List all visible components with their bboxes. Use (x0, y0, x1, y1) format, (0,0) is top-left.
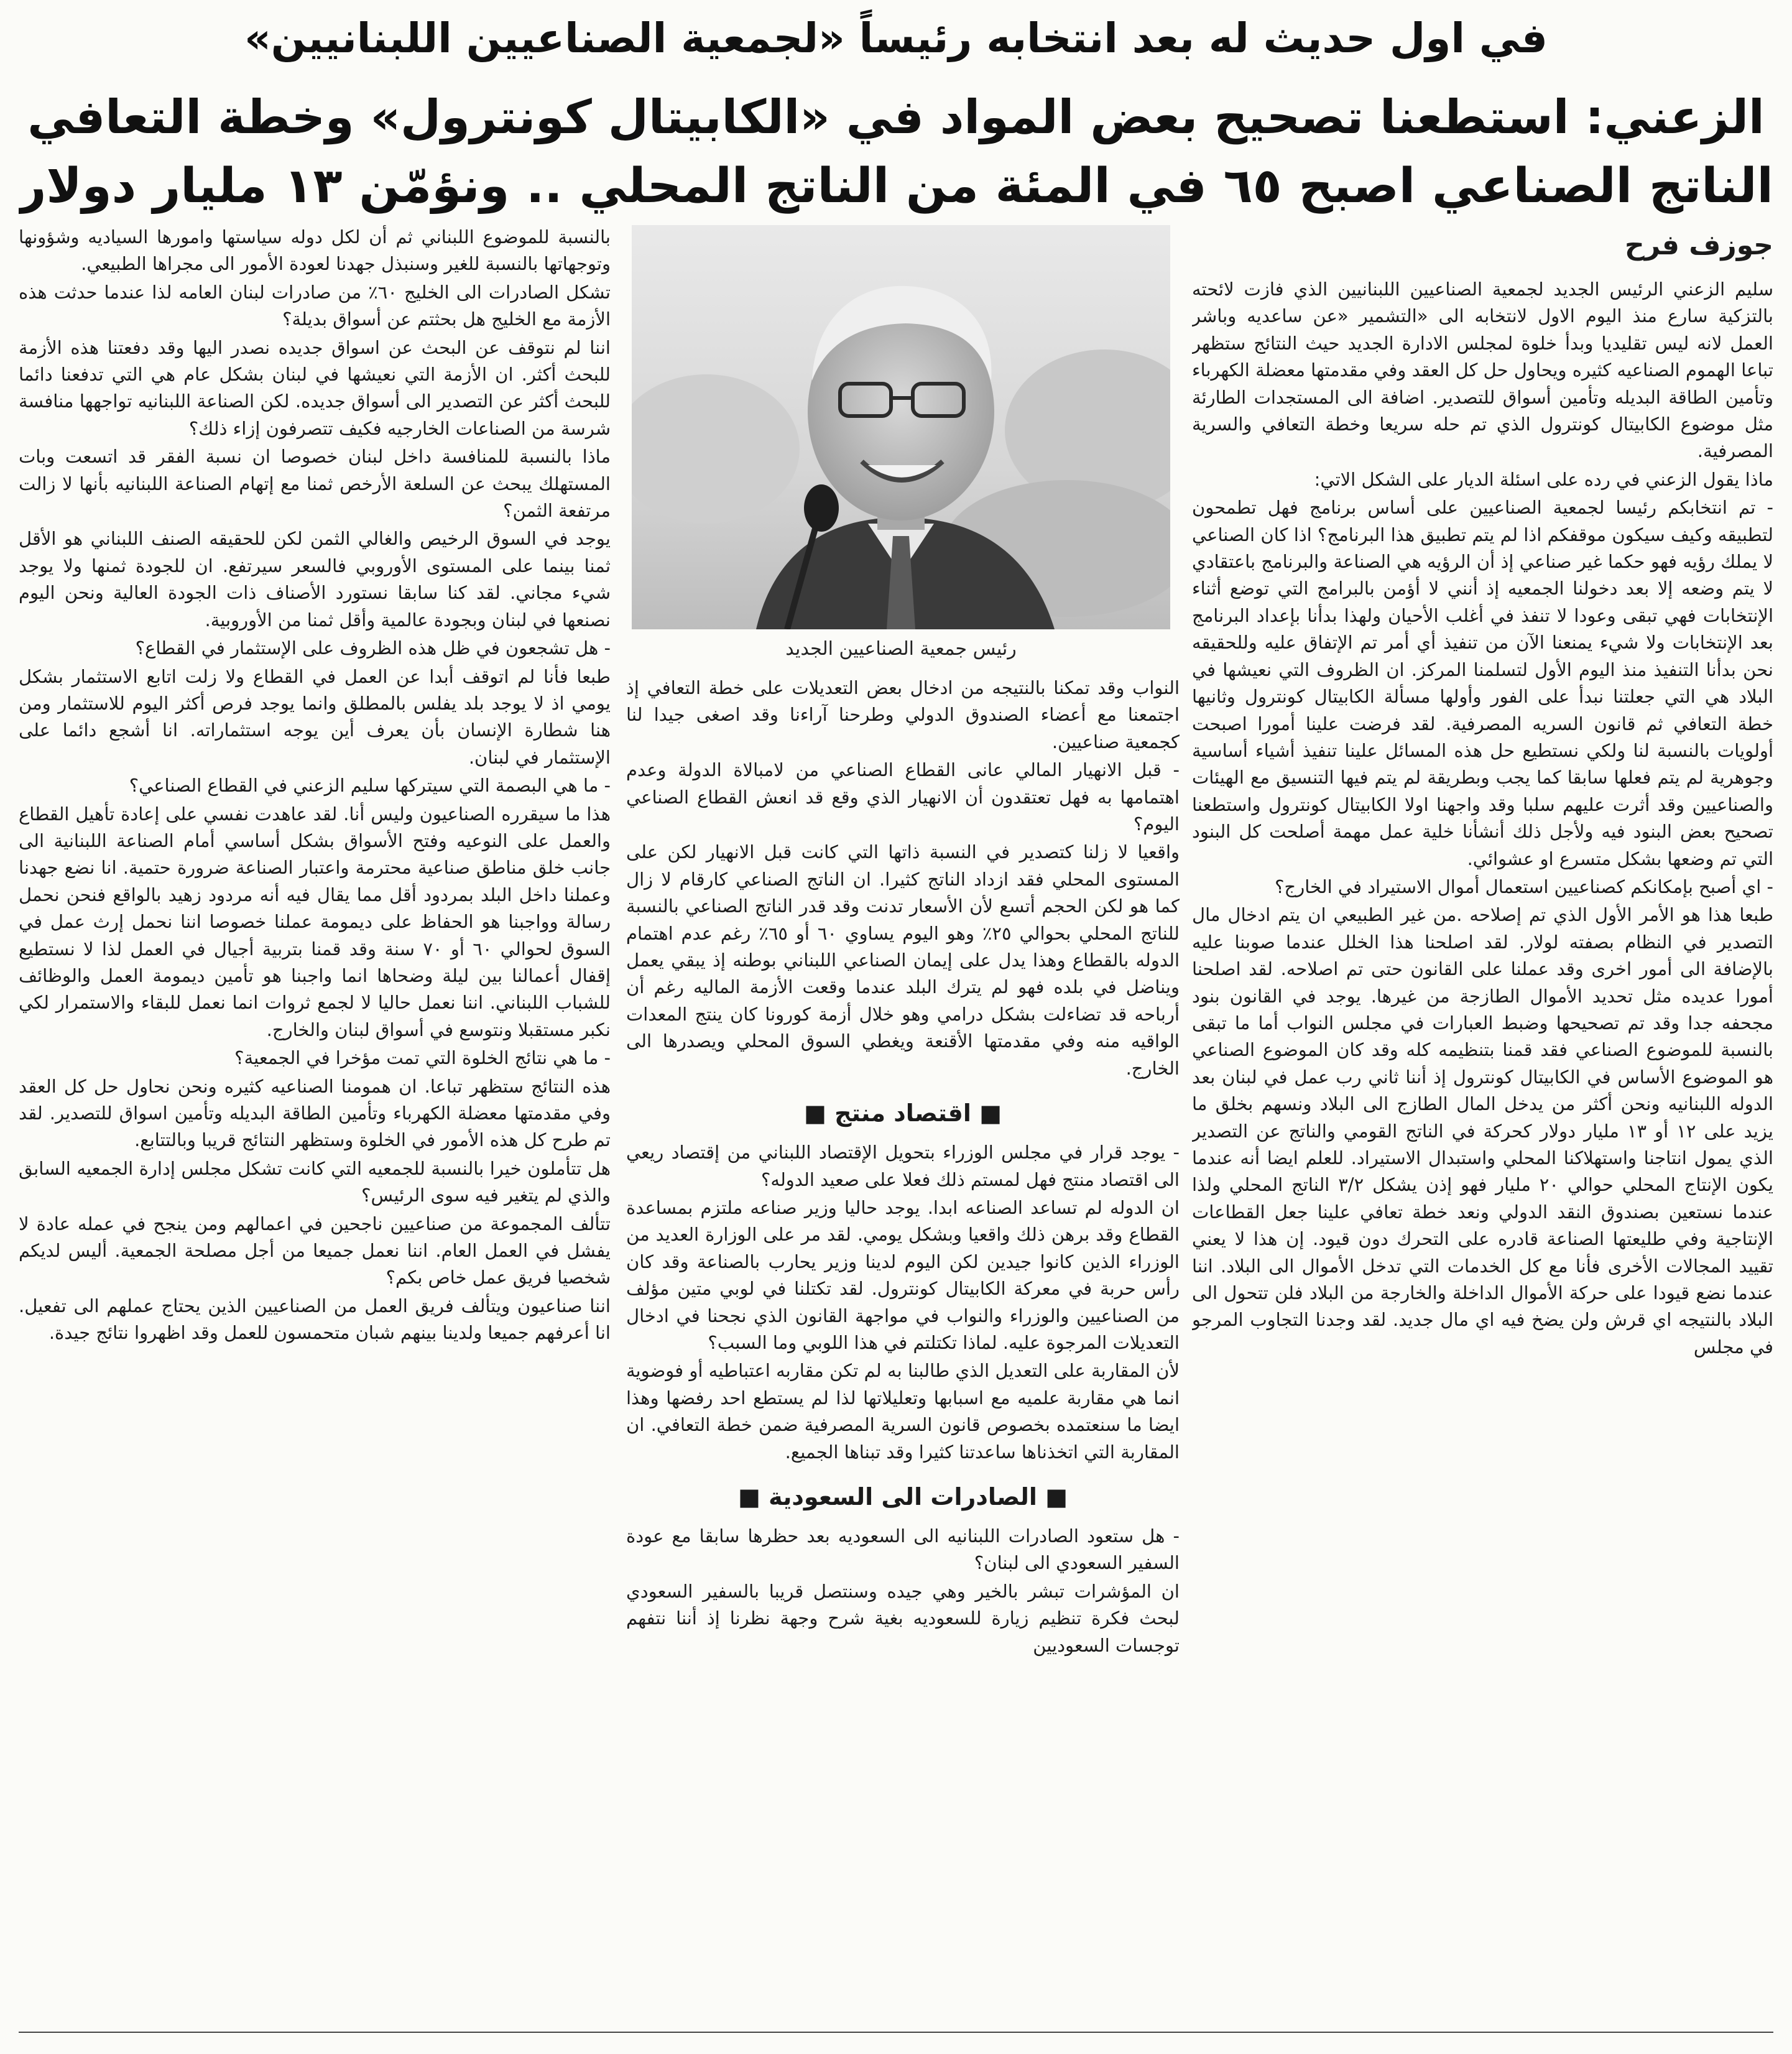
paragraph: تتألف المجموعة من صناعيين ناجحين في اعمالهم ومن ينجح في عمله عادة لا يفشل في العمل العام. اننا نعمل جميعا من أجل مصلحة الجمعية. أليس لديكم شخصيا فريق عمل خاص بكم؟ (19, 1213, 611, 1288)
paragraph: - يوجد قرار في مجلس الوزراء بتحويل الإقتصاد اللبناني من إقتصاد ريعي الى اقتصاد منتج فهل لمستم ذلك فعلا على صعيد الدوله؟ (626, 1142, 1180, 1190)
headline-main: الزعني: استطعنا تصحيح بعض المواد في «الكابيتال كونترول» وخطة التعافي (27, 90, 1765, 144)
paragraph: طبعا فأنا لم اتوقف أبدا عن العمل في القطاع ولا زلت اتابع الاستثمار بشكل يومي اذ لا يوجد بلد يفلس بالمطلق وانما يوجد فرص أكثر اليوم للاستثمار ومن هنا شطارة الإنسان بأن يعرف أين يوجه استثماراته. انا أشجع دائما على الإستثمار في لبنان. (19, 665, 611, 768)
paragraph: - ما هي نتائج الخلوة التي تمت مؤخرا في الجمعية؟ (234, 1047, 611, 1069)
paragraph: اننا لم نتوقف عن البحث عن اسواق جديده نصدر اليها وقد دفعتنا هذه الأزمة للبحث أكثر. ان الأزمة التي نعيشها في لبنان بشكل عام هي التي تدفعنا دائما للبحث أكثر عن التصدير الى أسواق جديده. لكن الصناعة اللبنانيه تواجهها منافسة شرسة من الصناعات الخارجيه فكيف تتصرفون إزاء ذلك؟ (19, 336, 611, 439)
section-subheading: ■ اقتصاد منتج ■ (803, 1099, 1002, 1127)
paragraph: هل تتأملون خيرا بالنسبة للجمعيه التي كانت تشكل مجلس إدارة الجمعيه السابق والذي لم يتغير فيه سوى الرئيس؟ (19, 1157, 611, 1206)
paragraph: هذا ما سيقرره الصناعيون وليس أنا. لقد عاهدت نفسي على إعادة تأهيل القطاع والعمل على النوعيه وفتح الأسواق بشكل أساسي أمام الصناعة اللبنانية الى جانب خلق مناطق صناعية محترمة واعتبار الصناعة ضرورة حتمية. انا نضع جهدنا وعملنا داخل البلد بمردود أقل مما يقال فيه أنه مردود زهيد بالواقع فنحن نحمل رسالة وواجبنا هو الحفاظ على ديمومة عملنا خصوصا اننا نحمل إرث عمل في السوق لحوالي ٦٠ أو ٧٠ سنة وقد قمنا بتربية أجيال في العمل لذا لا نستطيع إقفال أعمالنا بين ليلة وضحاها انما واجبنا هو تأمين ديمومة العمل والوظائف للشباب اللبناني. اننا نعمل حاليا لا لجمع ثروات انما نعمل للبقاء والاستمرار لكي نكبر مستقبلا ونتوسع في أسواق لبنان والخارج. (19, 803, 611, 1040)
headline-kicker: في اول حديث له بعد انتخابه رئيساً «لجمعية الصناعيين اللبنانيين» (244, 14, 1548, 62)
paragraph: طبعا هذا هو الأمر الأول الذي تم إصلاحه .من غير الطبيعي ان يتم ادخال مال التصدير في النظام بصفته لولار. لقد اصلحنا هذا الخلل عندما صوبنا عليه بالإضافة الى أمور اخرى وقد عملنا على القانون حتى تم اصلاحه. لقد اصلحنا أمورا عديده مثل تحديد الأموال الطازجة من غيرها. يوجد في القانون بنود مجحفه جدا وقد تم تصحيحها وضبط العبارات في مجلس النواب أما ما تبقى بالنسبة للموضوع الصناعي فقد قمنا بتنظيمه كله وقد كان الموضوع الصناعي هو الموضوع الأساس في الكابيتال كونترول إذ أننا ثاني رب عمل في لبنان بعد الدوله اللبنانيه ونحن أكثر من يدخل المال الطازج الى البلاد ونسهم بخلق ما يزيد على ١٢ أو ١٣ مليار دولار كحركة في الناتج القومي والناتج عن التصدير الذي يمول انتاجنا واستهلاكنا المحلي واستبدال الاستيراد. للعلم ايضا أنه عندما يكون الإنتاج المحلي حوالي ٢٠ مليار فهو إذن يشكل ٣/٢ الناتج المحلي ولذا عندما نستعين بصندوق النقد الدولي ونعد خطة تعافي علينا جعل القطاعات الإنتاجية وفي طليعتها الصناعة قادره على التحرك دون قيود. إن هذا لا يعني تقييد المجالات الأخرى فأنا مع كل الخدمات التي تدخل الأموال الى البلاد. اننا عندما نضع قيودا على حركة الأموال الداخلة والخارجة من البلاد فلن تتحول الى البلاد بالنتيجه اي قرش ولن يضخ فيه اي مال جديد. لقد وجدنا التجاوب المرجو في مجلس (1192, 904, 1773, 1358)
paragraph: النواب وقد تمكنا بالنتيجه من ادخال بعض التعديلات على خطة التعافي إذ اجتمعنا مع أعضاء الصندوق الدولي وطرحنا آراءنا وقد اصغى جيدا لنا كجمعية صناعيين. (626, 677, 1180, 752)
article-column-right (1192, 224, 1773, 2021)
paragraph: سليم الزعني الرئيس الجديد لجمعية الصناعيين اللبنانيين الذي فازت لائحته بالتزكية سارع منذ اليوم الاول لانتخابه الى «التشمير «عن ساعديه وباشر العمل لانه ليس تقليديا وبدأ خلوة لمجلس الادارة الجديد حيث النتائج ستظهر تباعا الهموم الصناعيه كثيره ويحاول حل كل العقد وفي مقدمتها معضلة الكهرباء وتأمين الطاقة البديله وتأمين أسواق للتصدير. اضافة الى المستجدات الطارئة مثل موضوع الكابيتال كونترول الذي تم حله سريعا وخطة التعافي والسرية المصرفية. (1192, 279, 1773, 462)
paragraph: - هل ستعود الصادرات اللبنانيه الى السعوديه بعد حظرها سابقا مع عودة السفير السعودي الى لبنان؟ (626, 1525, 1180, 1574)
article-column-middle (626, 675, 1180, 2018)
paragraph: هذه النتائج ستظهر تباعا. ان همومنا الصناعيه كثيره ونحن نحاول حل كل العقد وفي مقدمتها معضلة الكهرباء وتأمين الطاقة البديله وتأمين اسواق للتصدير. لقد تم طرح كل هذه الأمور في الخلوة وستظهر النتائج قريبا وبالتتابع. (19, 1075, 611, 1151)
paragraph: - تم انتخابكم رئيسا لجمعية الصناعيين على أساس برنامج فهل تطمحون لتطبيقه وكيف سيكون موقفكم اذا لم يتم تطبيق هذا البرنامج؟ اذا كان الصناعي لا يملك رؤيه فهو حكما غير صناعي إذ أن الرؤيه هي الصناعة والبرنامج باعتقادي لا يتم وضعه إلا بعد دخولنا الجمعيه إذ أنني لا أؤمن بالبرامج التي توضع أثناء الإنتخابات فهي تبقى وعودا لا تنفذ في أغلب الأحيان ولهذا بدأنا بإعداد البرنامج بعد الإنتخابات ولا شيء يمنعنا الآن من تنفيذ أي أمر تم الإتفاق عليه وللحقيقه نحن بدأنا التنفيذ منذ اليوم الأول لتسلمنا المركز. ان الظروف التي نعيشها في البلاد هي التي جعلتنا نبدأ على الفور وأولها مسألة الكابيتال كونترول وثانيها خطة التعافي ثم قانون السريه المصرفية. لقد فرضت علينا أمورا اصبحت أولويات بالنسبة لنا ولكي نستطيع حل هذه المسائل علينا تنفيذ أشياء أساسية وجوهرية لم يتم فعلها سابقا كما يجب وبطريقة لم يتم فيها التنسيق مع الهيئات والصناعيين وقد أثرت عليهم سلبا وقد واجهنا اولا الكابيتال كونترول واستطعنا تصحيح بعض البنود فيه ولأجل ذلك أنشأنا خلية عمل مهمة أصلحت كل البنود التي تم وضعها بشكل متسرع او عشوائي. (1192, 497, 1773, 869)
paragraph: ان الدوله لم تساعد الصناعه ابدا. يوجد حاليا وزير صناعه ملتزم بمساعدة القطاع وقد برهن ذلك واقعيا وبشكل يومي. لقد مر على الوزارة العديد من الوزراء الذين كانوا جيدين لكن اليوم لدينا وزير يحارب بالصناعة وقد كان رأس حربة في معركة الكابيتال كونترول. لقد تكتلنا في لوبي متين مؤلف من الصناعيين والوزراء والنواب في مواجهة القانون الذي نجحنا في ادخال التعديلات المرجوة عليه. لماذا تكتلتم في هذا اللوبي وما السبب؟ (626, 1196, 1180, 1353)
paragraph: بالنسبة للموضوع اللبناني ثم أن لكل دوله سياستها وامورها السياديه وشؤونها وتوجهاتها بالنسبة للغير وسنبذل جهدنا لعودة الأمور الى مجراها الطبيعي. (19, 226, 611, 275)
headline-secondary: الناتج الصناعي اصبح ٦٥ في المئة من الناتج المحلي .. ونؤمّن ١٣ مليار دولار (19, 159, 1773, 214)
paragraph: اننا صناعيون ويتألف فريق العمل من الصناعيين الذين يحتاج عملهم الى تفعيل. انا أعرفهم جميعا ولدينا بينهم شبان متحمسون للعمل وقد اظهروا نتائج جيدة. (19, 1295, 611, 1344)
paragraph: واقعيا لا زلنا كتصدير في النسبة ذاتها التي كانت قبل الانهيار لكن على المستوى المحلي فقد ازداد الناتج كثيرا. ان الناتج الصناعي كارقام لا زال كما هو لكن الحجم أتسع لأن الأسعار تدنت وقد قدر الناتج الصناعي بالنسبة للناتج المحلي بحوالي ٢٥٪ وهو اليوم يساوي ٦٠ أو ٦٥٪ رغم عدم اهتمام الدوله بالقطاع وهذا يدل على إيمان الصناعي اللبناني بوطنه إذ يبقي يعمل ويناضل في بلده فهو لم يترك البلد عندما وقعت الأزمة الماليه رغم أن أرباحه قد تضاءلت بشكل درامي وهو خلال أزمة كورونا كان ينتج المعدات الواقيه منه وفي مقدمتها الأقنعة ويغطي السوق المحلي ويصدرها الى الخارج. (626, 841, 1180, 1079)
paragraph: يوجد في السوق الرخيص والغالي الثمن لكن للحقيقه الصنف اللبناني هو الأقل ثمنا بينما على المستوى الأوروبي فالسعر سيرتفع. ان للجودة ثمنها ولا يوجد شيء مجاني. لقد كنا سابقا نستورد الأصناف ذات الجودة العالية ونحن اليوم نصنعها في لبنان وبجودة عالمية وأقل ثمنا من الأوروبية. (19, 528, 611, 631)
paragraph: تشكل الصادرات الى الخليج ٦٠٪ من صادرات لبنان العامه لذا عندما حدثت هذه الأزمة مع الخليج هل بحثتم عن أسواق بديلة؟ (19, 281, 611, 330)
bottom-rule (19, 2032, 1773, 2033)
photo-caption: رئيس جمعية الصناعيين الجديد (785, 638, 1017, 660)
paragraph: ماذا بالنسبة للمنافسة داخل لبنان خصوصا ان نسبة الفقر قد اتسعت وبات المستهلك يبحث عن السلعة الأرخص ثمنا مع إتهام الصناعة اللبنانيه بأنها لا زالت مرتفعة الثمن؟ (19, 446, 611, 522)
byline: جوزف فرح (1625, 229, 1773, 261)
paragraph: - اي أصبح بإمكانكم كصناعيين استعمال أموال الاستيراد في الخارج؟ (1275, 876, 1773, 897)
paragraph: - هل تشجعون في ظل هذه الظروف على الإستثمار في القطاع؟ (135, 637, 611, 659)
paragraph: - ما هي البصمة التي سيتركها سليم الزعني في القطاع الصناعي؟ (129, 775, 611, 797)
section-subheading: ■ الصادرات الى السعودية ■ (737, 1483, 1068, 1510)
paragraph: لأن المقاربة على التعديل الذي طالبنا به لم تكن مقاربه اعتباطيه أو فوضوية انما هي مقاربة علميه مع اسبابها وتعليلاتها لذا لم يستطع احد رفضها وهذا ايضا ما سنعتمده بخصوص قانون السرية المصرفية ضمن خطة التعافي. ان المقاربة التي اتخذناها ساعدتنا كثيرا وقد تبناها الجميع. (626, 1360, 1180, 1463)
article-column-left (19, 224, 611, 2021)
paragraph: ماذا يقول الزعني في رده على اسئلة الديار على الشكل الاتي: (1314, 468, 1773, 490)
portrait-illustration (632, 225, 1170, 629)
paragraph: - قبل الانهيار المالي عانى القطاع الصناعي من لامبالاة الدولة وعدم اهتمامها به فهل تعتقدون أن الانهيار الذي وقع قد انعش القطاع الصناعي اليوم؟ (626, 759, 1180, 835)
portrait-photo (632, 225, 1170, 629)
paragraph: ان المؤشرات تبشر بالخير وهي جيده وسنتصل قريبا بالسفير السعودي لبحث فكرة تنظيم زيارة للسعوديه بغية شرح وجهة نظرنا إذ أننا نتفهم توجسات السعوديين (626, 1580, 1180, 1656)
